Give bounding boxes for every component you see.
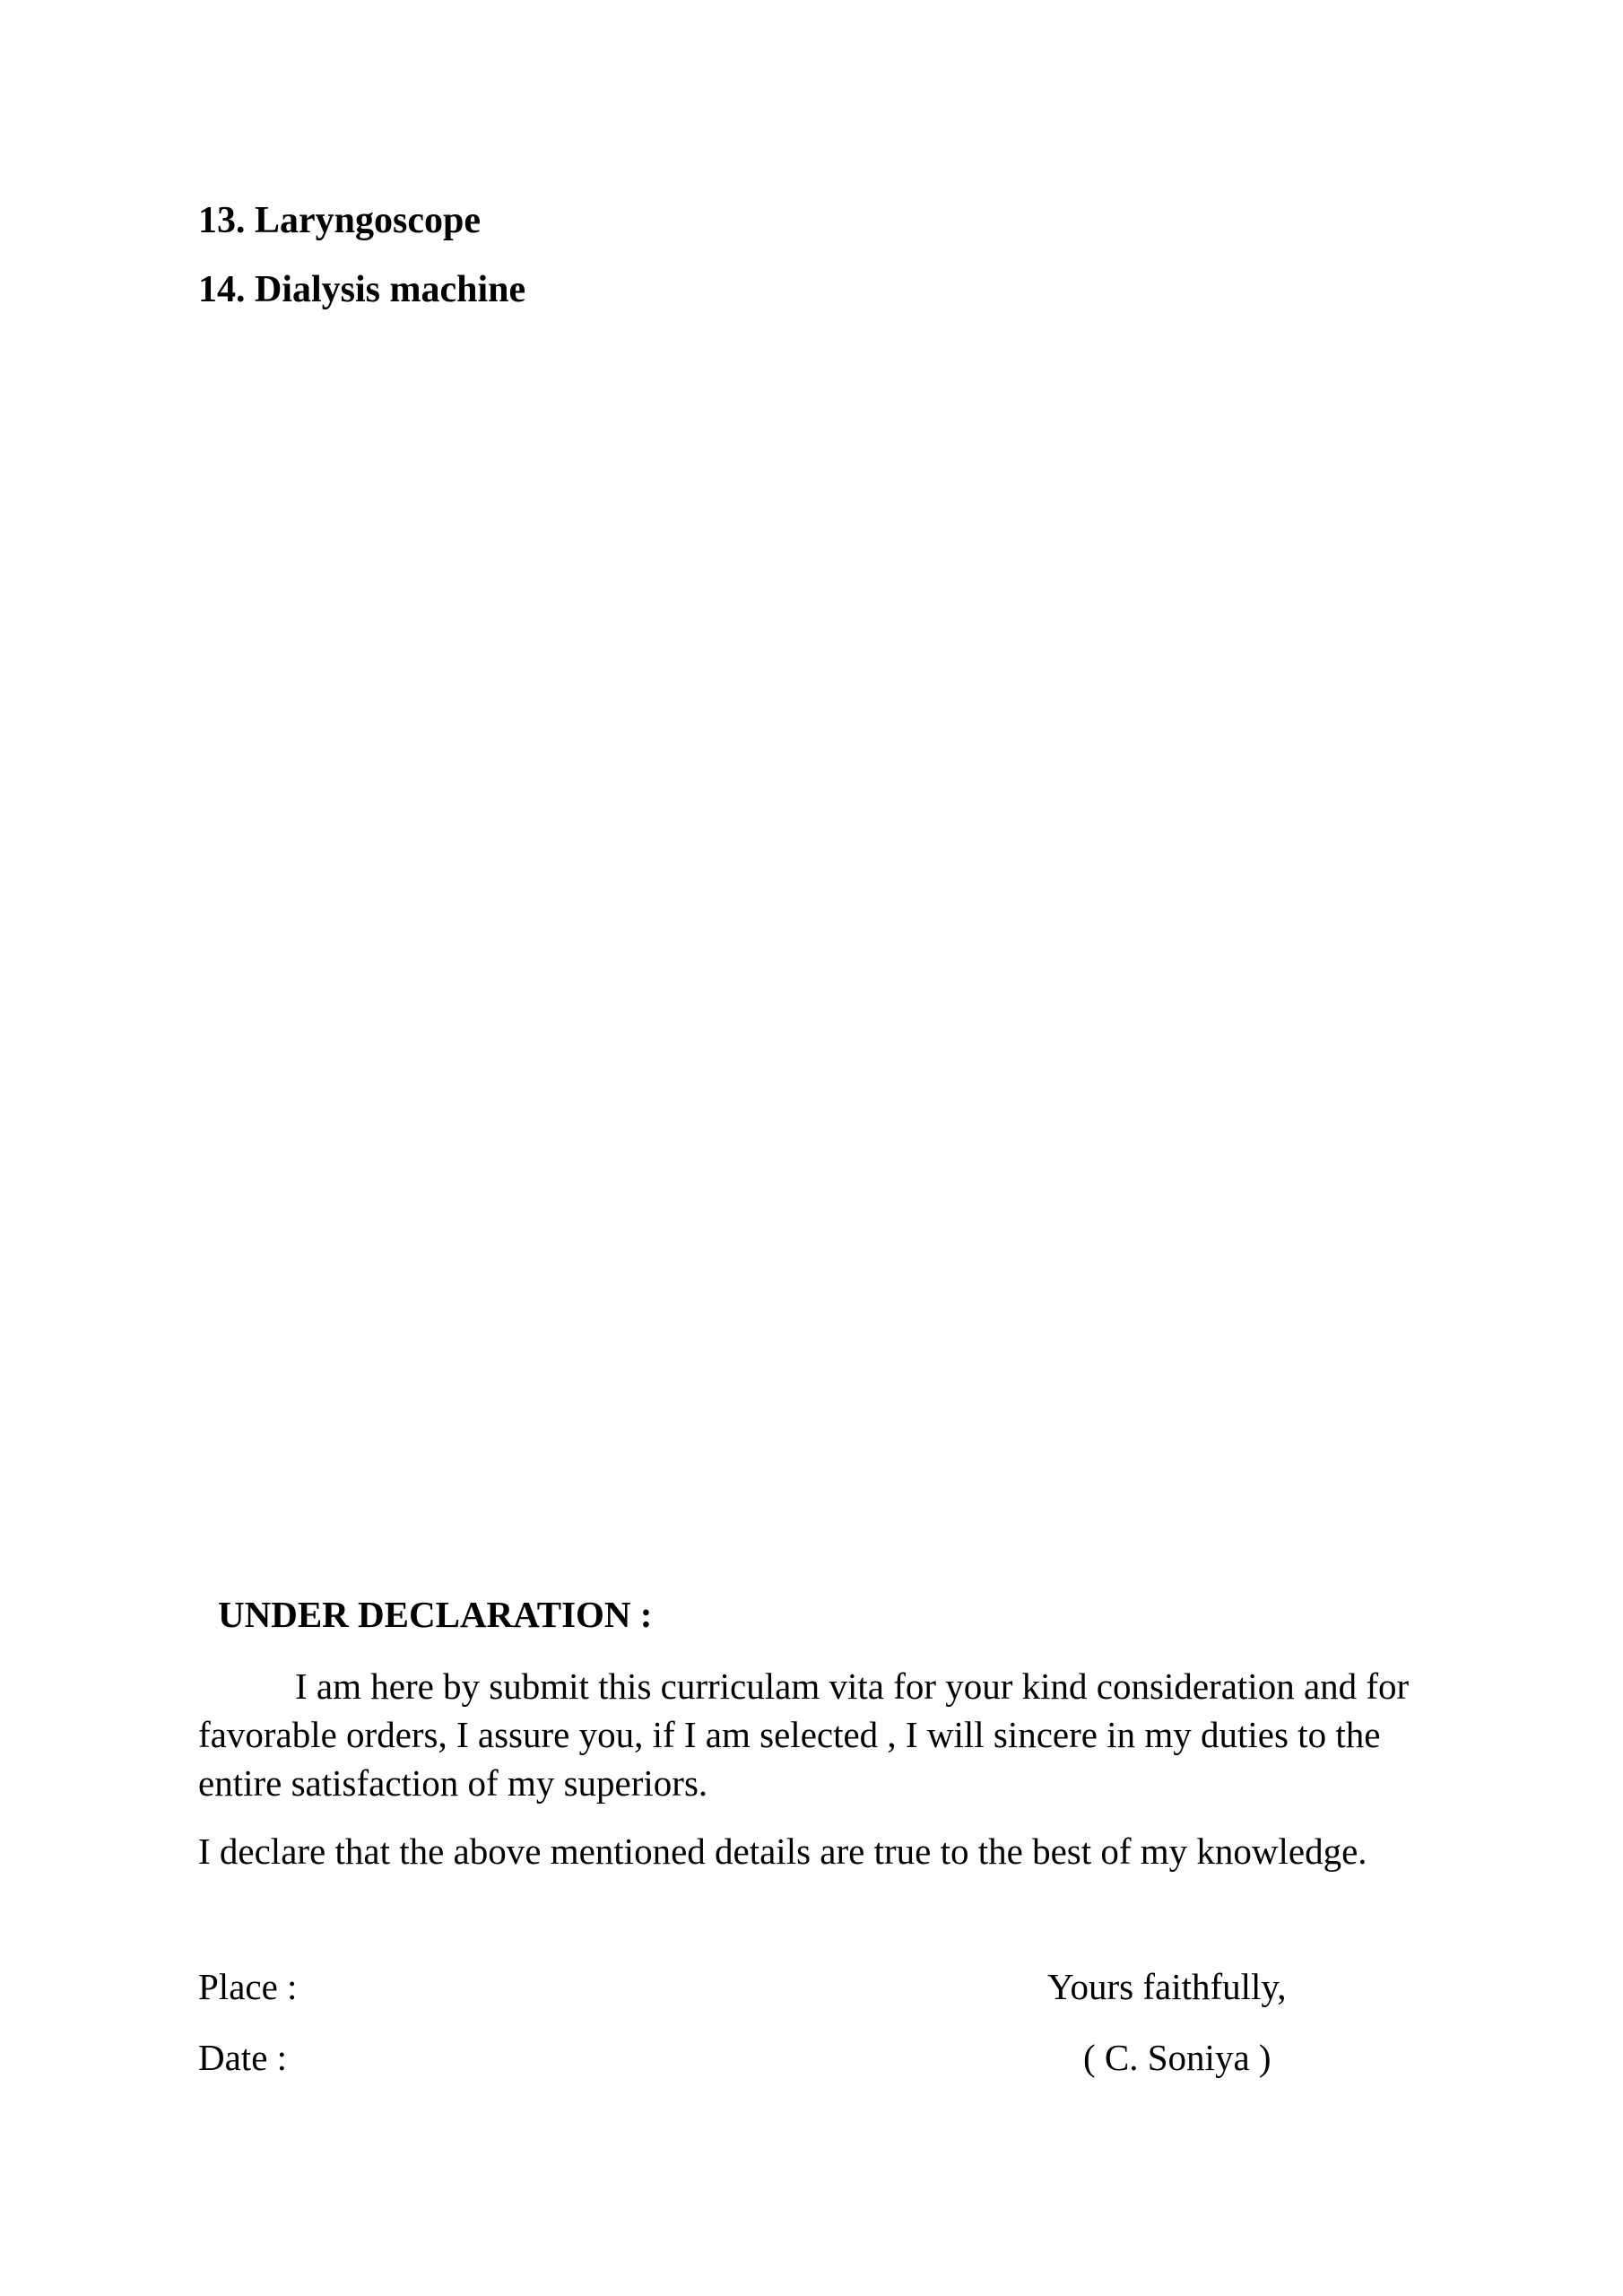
signature-name: ( C. Soniya ) bbox=[1083, 2037, 1271, 2078]
list-item: 14. Dialysis machine bbox=[198, 269, 526, 310]
closing-salutation: Yours faithfully, bbox=[1047, 1966, 1287, 2007]
declaration-statement: I declare that the above mentioned details are true to the best of my knowledge. bbox=[198, 1831, 1367, 1872]
declaration-heading: UNDER DECLARATION : bbox=[218, 1594, 653, 1635]
place-label: Place : bbox=[198, 1966, 298, 2007]
date-label: Date : bbox=[198, 2037, 288, 2078]
list-item: 13. Laryngoscope bbox=[198, 200, 481, 241]
declaration-paragraph: I am here by submit this curriculam vita for your kind consideration and for favorable orders, I assure you, if I am selected , I will sincere in my duties to the entire satisfaction of my superiors. bbox=[198, 1665, 1410, 1804]
